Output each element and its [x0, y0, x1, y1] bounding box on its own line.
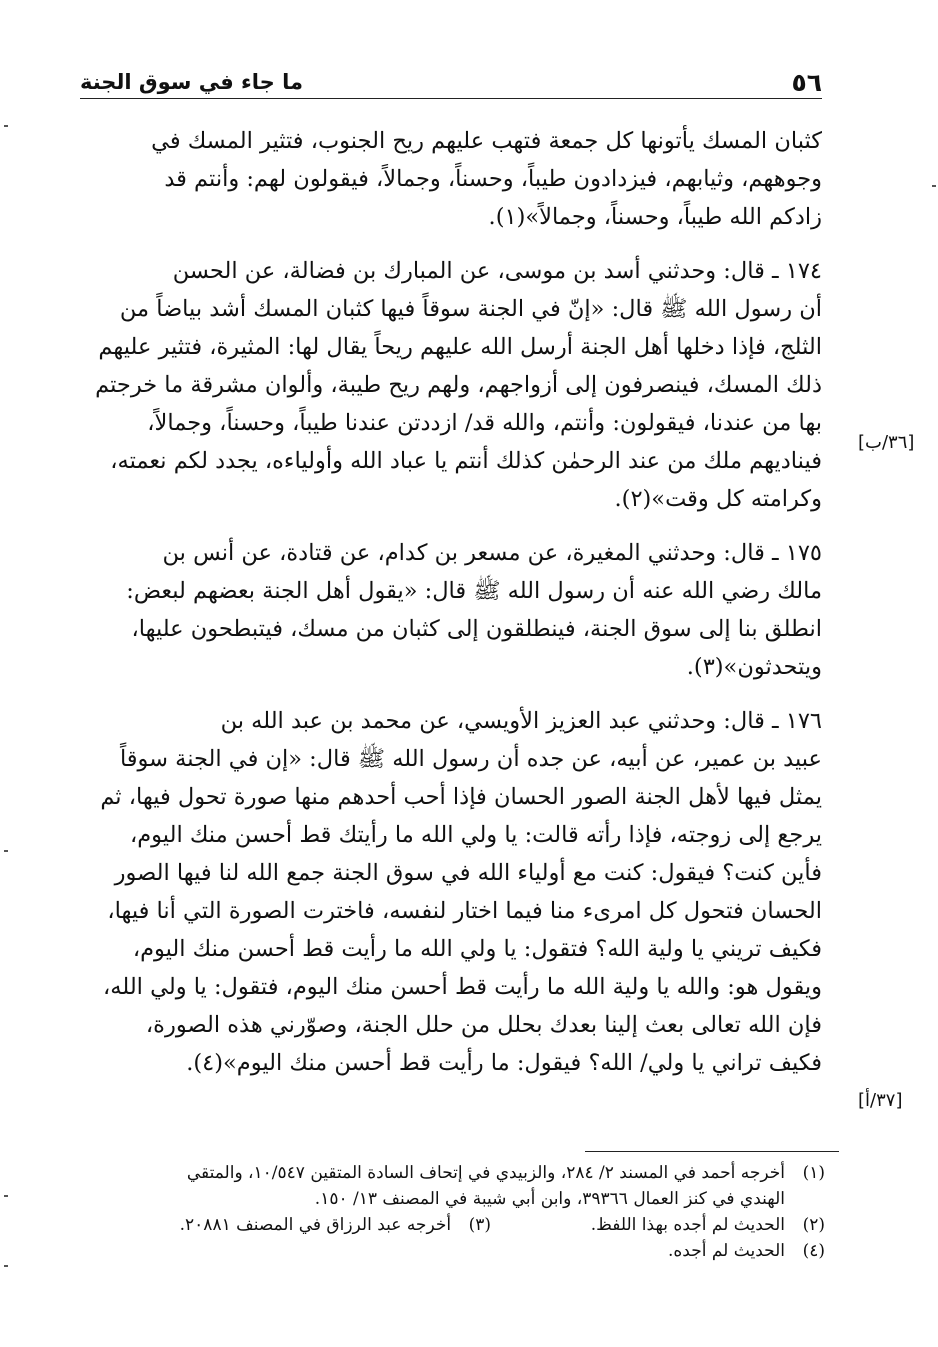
text-line: عبيد بن عمير، عن أبيه، عن جده أن رسول الله ﷺ قال: «إن في الجنة سوقاً	[119, 746, 822, 772]
text-line: ١٧٤ ـ قال: وحدثني أسد بن موسى، عن المبارك بن فضالة، عن الحسن	[172, 258, 822, 284]
running-title: ما جاء في سوق الجنة	[80, 70, 304, 94]
text-line: فكيف تراني يا ولي/ الله؟ فيقول: ما رأيت قط أحسن منك اليوم»(٤).	[186, 1050, 822, 1076]
text-line: ١٧٥ ـ قال: وحدثني المغيرة، عن مسعر بن كدام، عن قتادة، عن أنس بن	[162, 540, 822, 566]
text-line: انطلق بنا إلى سوق الجنة، فينطلقون إلى كثبان من مسك، فيتبطحون عليها،	[131, 616, 822, 642]
text-line: الحسان فتحول كل امرىء منا فيما اختار لنفسه، فاخترت الصورة التي أنا فيها،	[107, 898, 822, 924]
text-line: يرجع إلى زوجته، فإذا رأته قالت: يا ولي الله ما رأيتك قط أحسن منك اليوم،	[129, 822, 822, 848]
footnote-4	[80, 1238, 825, 1264]
scan-speck	[4, 125, 8, 127]
footnote-separator	[585, 1151, 839, 1152]
footnote-text: الهندي في كنز العمال ٣٩٣٦٦، وابن أبي شيبة في المصنف ١٣/ ١٥٠.	[314, 1189, 785, 1209]
text-line: وجوههم، وثيابهم، فيزدادون طيباً، وحسناً، وجمالاً، فيقولون لهم: وأنتم قد	[164, 166, 822, 192]
paragraph-174	[80, 252, 822, 518]
text-line: بها من عندنا، فيقولون: وأنتم، والله قد/ ازددتن عندنا طيباً، وحسناً، وجمالاً،	[147, 410, 822, 436]
footnote-text: أخرجه عبد الرزاق في المصنف ٢٠٨٨١.	[179, 1215, 452, 1235]
footnotes	[80, 1160, 825, 1264]
footnote-text: أخرجه أحمد في المسند ٢/ ٢٨٤، والزبيدي في إتحاف السادة المتقين ١٠/٥٤٧، والمتقي	[186, 1163, 785, 1183]
text-line: يمثل فيها لأهل الجنة الصور الحسان فإذا أحب أحدهم منها صورة تحول فيها، ثم	[100, 784, 822, 810]
text-line: مالك رضي الله عنه أن رسول الله ﷺ قال: «يقول أهل الجنة بعضهم لبعض:	[126, 578, 822, 604]
page-header	[80, 62, 822, 99]
text-line: ١٧٦ ـ قال: وحدثني عبد العزيز الأويسي، عن محمد بن عبد الله بن	[220, 708, 822, 734]
margin-marker-37a: [٣٧/أ]	[858, 1090, 903, 1111]
text-line: زادكم الله طيباً، وحسناً، وجمالاً»(١).	[488, 204, 822, 230]
text-line: ذلك المسك، فينصرفون إلى أزواجهم، ولهم ريح طيبة، وألوان مشرقة ما خرجتم	[95, 372, 822, 398]
page-number: ٥٦	[791, 68, 822, 97]
paragraph-175	[80, 534, 822, 686]
text-line: فإن الله تعالى بعث إلينا بعدك بحلل من حلل الجنة، وصوّرني هذه الصورة،	[145, 1012, 822, 1038]
scan-speck	[4, 1265, 8, 1267]
footnote-1	[80, 1160, 825, 1186]
margin-marker-36b: [٣٦/ب]	[858, 432, 915, 453]
text-line: وكرامته كل وقت»(٢).	[614, 486, 822, 512]
footnote-row	[80, 1212, 825, 1238]
text-line: أن رسول الله ﷺ قال: «إنّ في الجنة سوقاً فيها كثبان المسك أشد بياضاً من	[119, 296, 822, 322]
text-line: ويقول هو: والله يا ولية الله ما رأيت قط أحسن منك اليوم، فتقول: يا ولي الله،	[103, 974, 822, 1000]
paragraph-176	[80, 702, 822, 1082]
paragraph-continuation	[80, 122, 822, 236]
footnote-number: (٢)	[802, 1215, 825, 1235]
text-line: كثبان المسك يأتونها كل جمعة فتهب عليهم ريح الجنوب، فتثير المسك في	[151, 128, 822, 154]
footnote-number: (١)	[802, 1163, 825, 1183]
text-line: الثلج، فإذا دخلها أهل الجنة أرسل الله عليهم ريحاً يقال لها: المثيرة، فتثير عليهم	[98, 334, 822, 360]
text-line: فكيف تريني يا ولية الله؟ فتقول: يا ولي الله ما رأيت قط أحسن منك اليوم،	[132, 936, 822, 962]
scan-speck	[932, 185, 936, 187]
footnote-number: (٣)	[468, 1215, 492, 1235]
scan-speck	[4, 850, 8, 852]
text-line: فيناديهم ملك من عند الرحمٰن كذلك أنتم يا عباد الله وأولياءه، يجدد لكم نعمته،	[110, 448, 822, 474]
body-text	[80, 122, 822, 1098]
text-line: فأين كنت؟ فيقول: كنت مع أولياء الله في سوق الجنة جمع الله لنا فيها الصور	[114, 860, 822, 886]
footnote-2	[491, 1212, 825, 1238]
footnote-3	[80, 1212, 491, 1238]
footnote-number: (٤)	[802, 1241, 825, 1261]
footnote-text: الحديث لم أجده بهذا اللفظ.	[590, 1215, 785, 1235]
footnote-text: الحديث لم أجده.	[668, 1241, 785, 1261]
text-line: ويتحدثون»(٣).	[686, 654, 822, 680]
scan-speck	[4, 1195, 8, 1197]
footnote-1-continuation	[80, 1186, 825, 1212]
